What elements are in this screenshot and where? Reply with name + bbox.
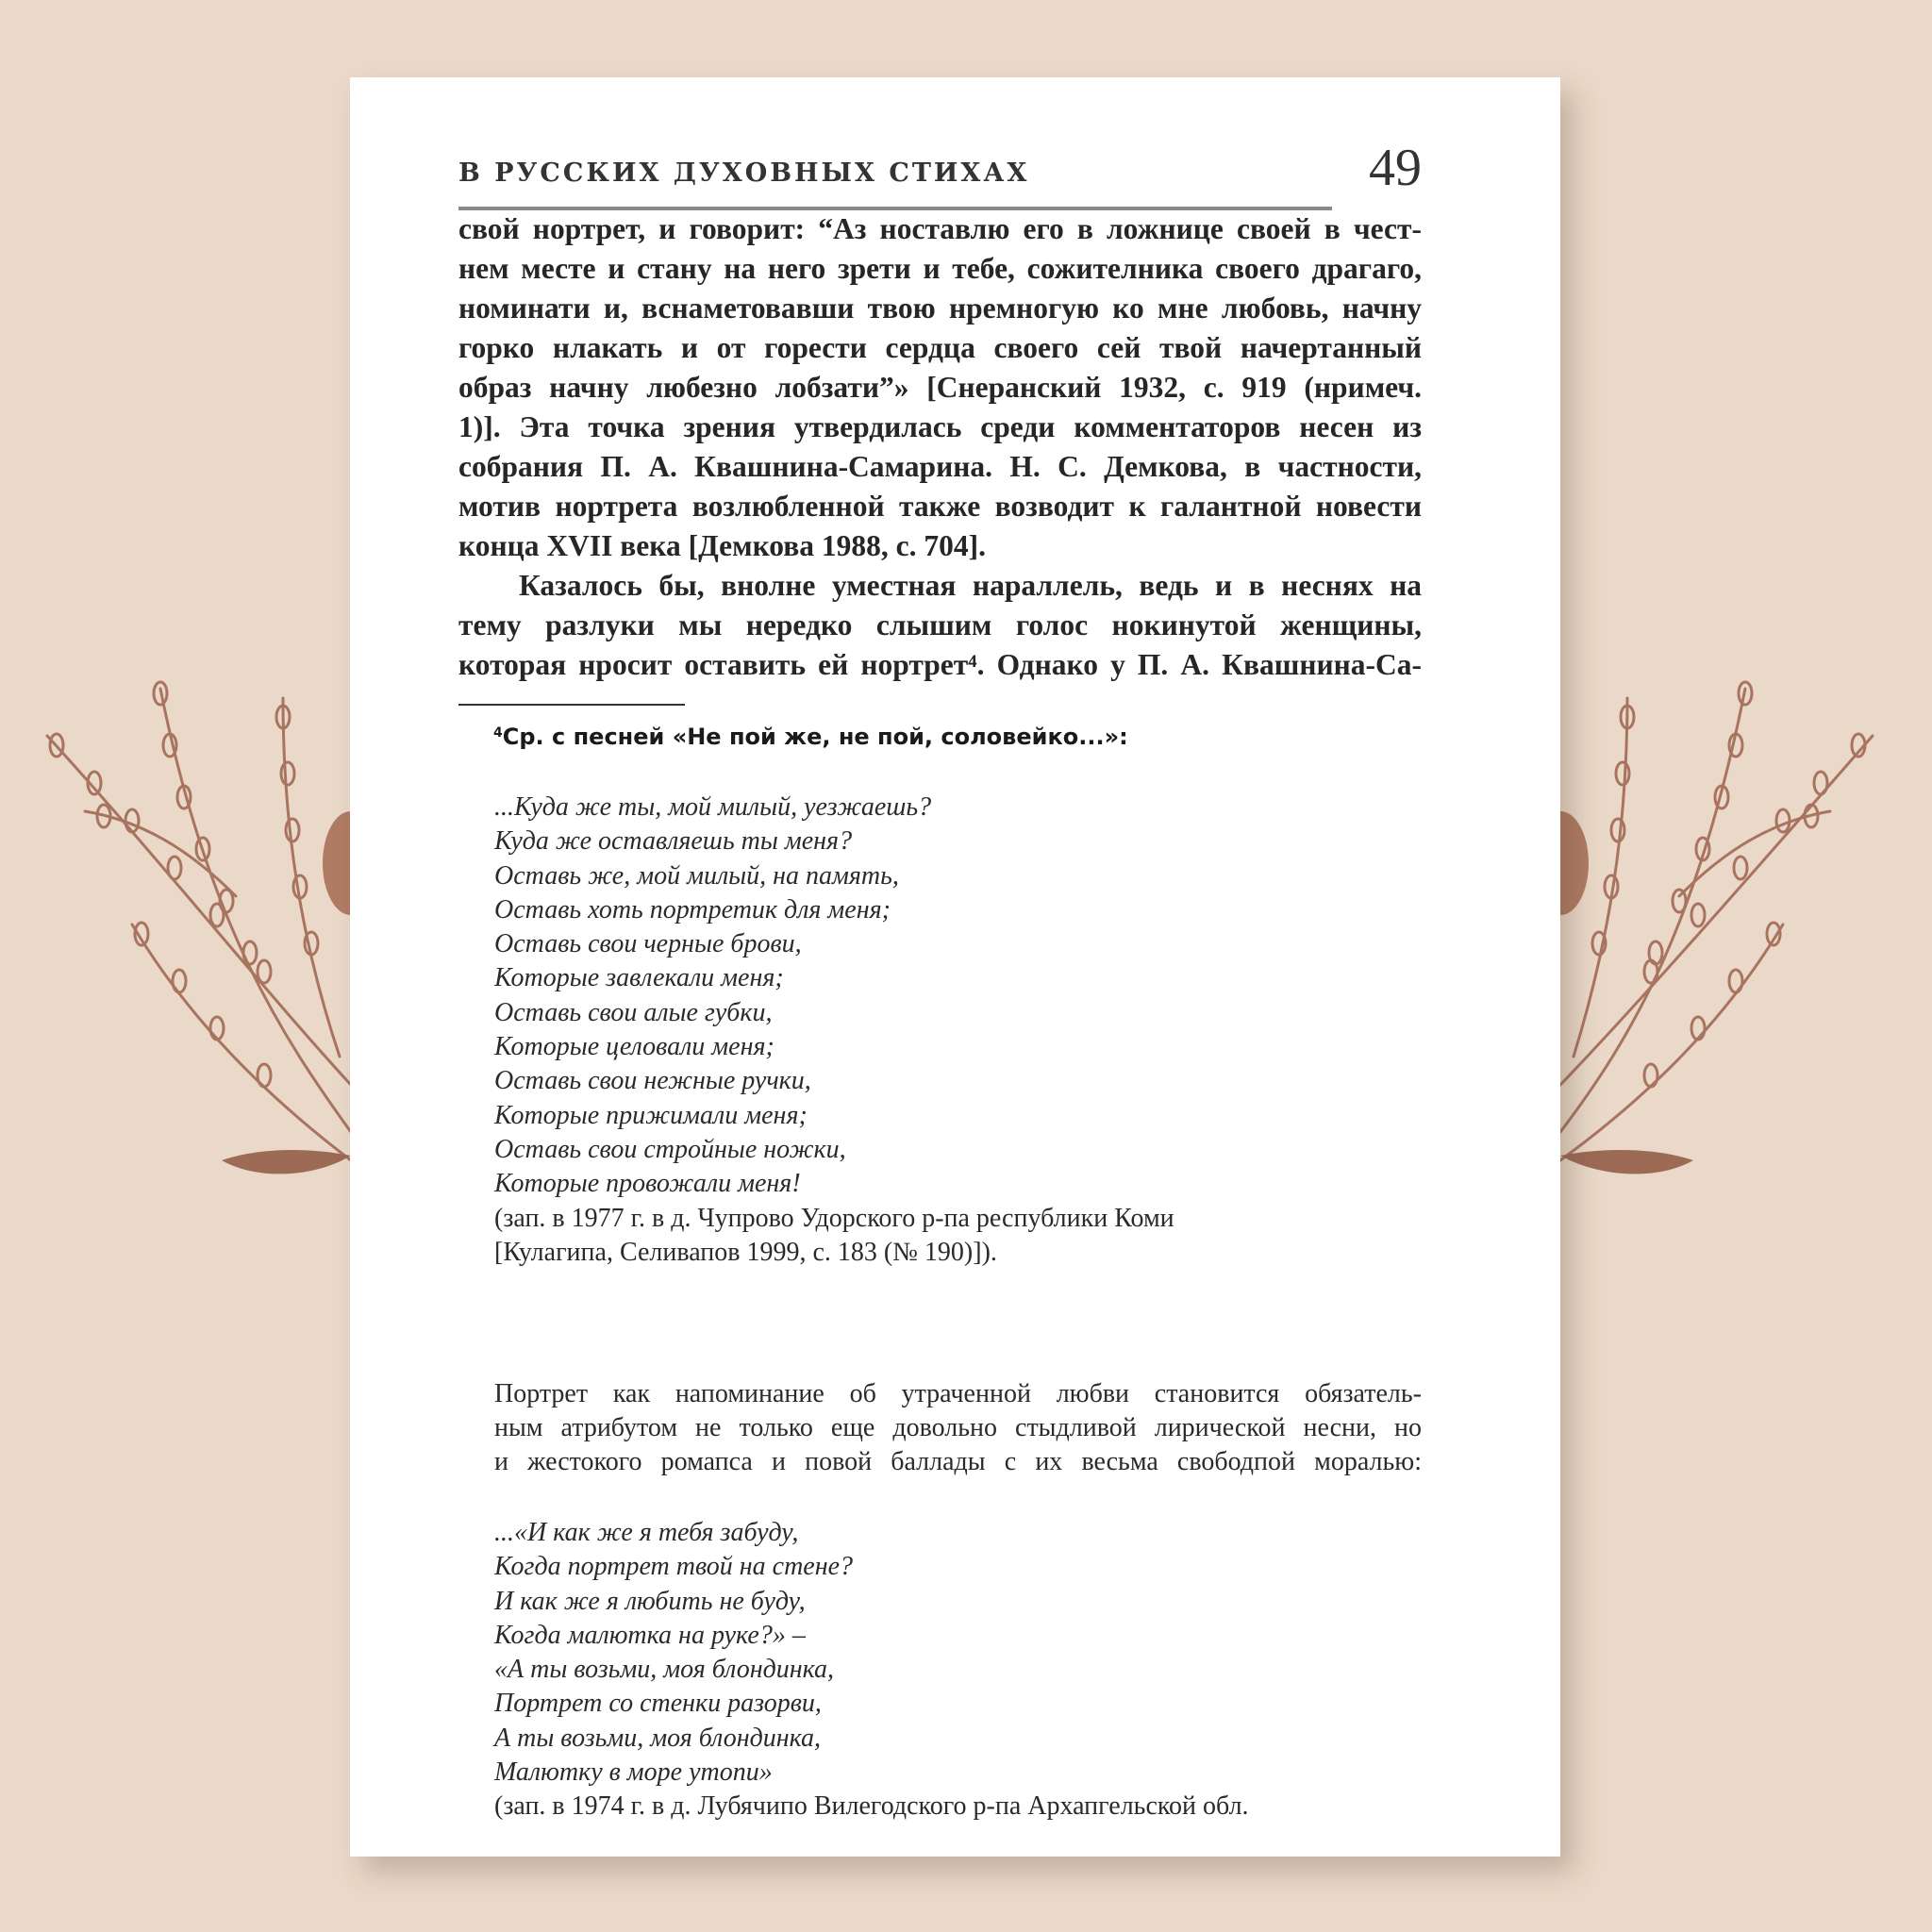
page-number: 49 xyxy=(1369,139,1422,197)
text-line: мотив нортрета возлюбленной также возводит к галантной новести xyxy=(458,490,1422,523)
poem-line: Которые целовали меня; xyxy=(494,1032,774,1062)
text-line: свой нортрет, и говорит: “Аз ноставлю его в ложнице своей в чест- xyxy=(458,212,1422,245)
footnote-rule xyxy=(458,704,685,706)
text-line: горко нлакать и от горести сердца своего сей твой начертанный xyxy=(458,331,1422,364)
footnote-label xyxy=(493,724,1128,750)
poem-line: Когда портрет твой на стене? xyxy=(494,1552,854,1582)
poem-line: Оставь свои черные брови, xyxy=(494,929,802,959)
text-line: нем месте и стану на него зрети и тебе, сожителника своего драгаго, xyxy=(458,252,1422,285)
poem-line: Которые прижимали меня; xyxy=(494,1100,808,1130)
text-line: ным атрибутом не только еще довольно стыдливой лирической несни, но xyxy=(494,1413,1422,1442)
poem-line: Оставь свои стройные ножки, xyxy=(494,1134,846,1164)
poem-line: Которые провожали меня! xyxy=(494,1169,801,1199)
text-line: Портрет как напоминание об утраченной любви становится обязатель- xyxy=(494,1379,1422,1408)
text-line: которая нросит оставить ей нортрет⁴. Однако у П. А. Квашнина-Са- xyxy=(458,648,1422,681)
footnote-poem-2 xyxy=(494,1516,1249,1824)
poem-line: Портрет со стенки разорви, xyxy=(494,1689,822,1719)
poem-line: Оставь свои нежные ручки, xyxy=(494,1066,811,1096)
poem-line: Куда же оставляешь ты меня? xyxy=(494,826,853,857)
poem-line: ...«И как же я тебя забуду, xyxy=(494,1518,799,1547)
poem-line: «А ты возьми, моя блондинка, xyxy=(494,1655,835,1685)
left-branch xyxy=(47,682,379,1174)
running-head xyxy=(458,117,1422,211)
poem-line: Оставь же, мой милый, на память, xyxy=(494,860,899,891)
poem-line: Оставь хоть портретик для меня; xyxy=(494,894,891,924)
poem-line: Когда малютка на руке?» – xyxy=(494,1620,806,1650)
poem-source-line: (зап. в 1974 г. в д. Лубячипо Вилегодского р-па Архапгельской обл. xyxy=(494,1791,1249,1822)
poem-line: Которые завлекали меня; xyxy=(494,963,784,993)
right-branch xyxy=(1532,682,1873,1174)
poem-line: ...Куда же ты, мой милый, уезжаешь? xyxy=(494,792,932,822)
text-line: Казалось бы, внолне уместная нараллель, ведь и в неснях на xyxy=(519,569,1422,602)
text-line: номинати и, вснаметовавши твою нремногую ко мне любовь, начну xyxy=(458,291,1422,325)
footnote-paragraph xyxy=(494,1377,1422,1479)
poem-source-line: [Кулагипа, Селивапов 1999, с. 183 (№ 190)]). xyxy=(494,1237,997,1267)
footnote-marker: 4 xyxy=(493,725,503,741)
paragraph-2 xyxy=(458,566,1422,685)
text-line: образ начну любезно лобзати”» [Снеранский 1932, с. 919 (нримеч. xyxy=(458,371,1422,404)
text-line: 1)]. Эта точка зрения утвердилась среди комментаторов несен из xyxy=(458,410,1422,443)
book-page xyxy=(350,77,1560,1857)
footnote-poem-1 xyxy=(494,791,1174,1270)
text-line: конца XVII века [Демкова 1988, с. 704]. xyxy=(458,529,987,562)
text-line: и жестокого ромапса и повой баллады с их весьма свободпой моралью: xyxy=(494,1447,1422,1476)
poem-line: Оставь свои алые губки, xyxy=(494,997,773,1027)
main-text xyxy=(458,209,1422,685)
running-head-title: В РУССКИХ ДУХОВНЫХ СТИХАХ xyxy=(458,158,1030,188)
poem-source-line: (зап. в 1977 г. в д. Чупрово Удорского р-па республики Коми xyxy=(494,1203,1174,1233)
poem-line: Малютку в море утопи» xyxy=(494,1757,773,1788)
text-line: тему разлуки мы нередко слышим голос нокинутой женщины, xyxy=(458,608,1422,641)
poem-line: А ты возьми, моя блондинка, xyxy=(494,1723,822,1753)
footnote-label-text: Ср. с песней «Не пой же, не пой, соловейко...»: xyxy=(502,724,1128,750)
paragraph-1 xyxy=(458,209,1422,566)
text-line: собрания П. А. Квашнина-Самарина. Н. С. Демкова, в частности, xyxy=(458,450,1422,483)
poem-line: И как же я любить не буду, xyxy=(494,1586,806,1616)
